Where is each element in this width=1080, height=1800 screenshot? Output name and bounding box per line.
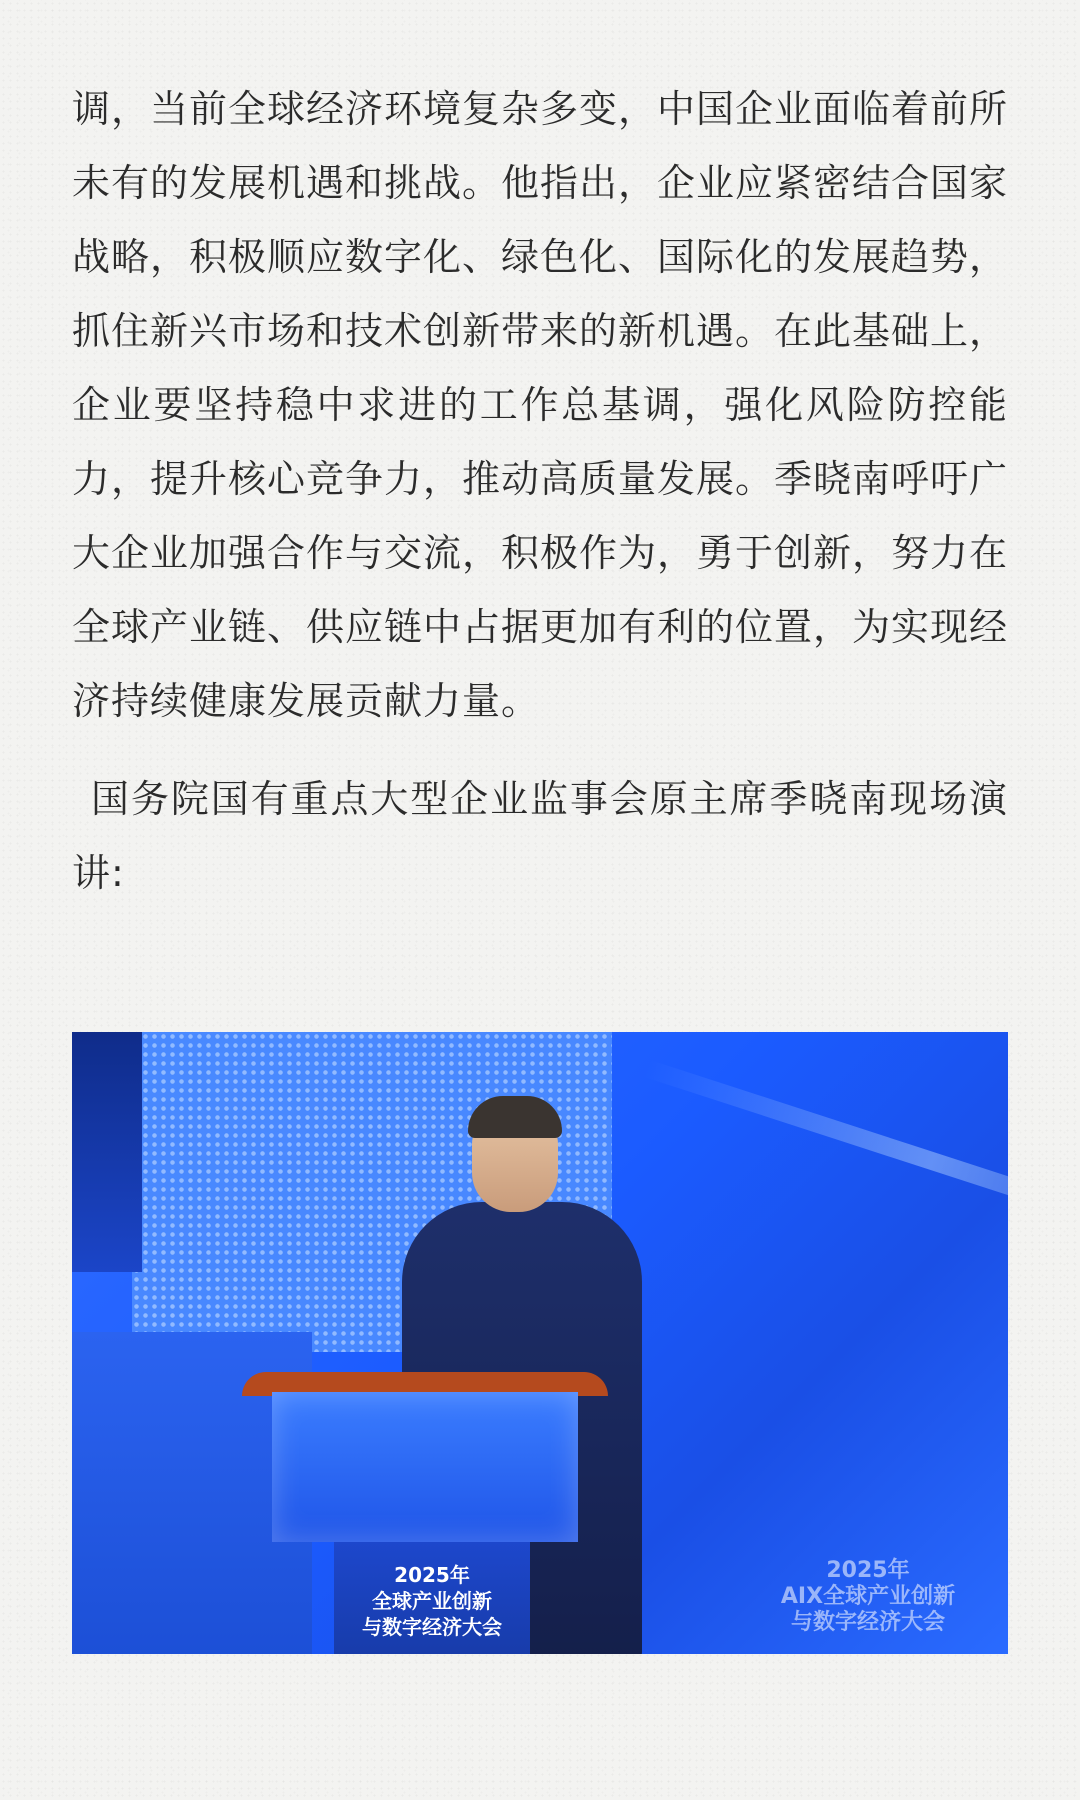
backdrop-logo-line: 与数字经济大会 <box>790 1610 945 1635</box>
podium-sign-line: 与数字经济大会 <box>362 1615 502 1639</box>
article-paragraph: 调，当前全球经济环境复杂多变，中国企业面临着前所未有的发展机遇和挑战。他指出，企业应紧密结合国家战略，积极顺应数字化、绿色化、国际化的发展趋势，抓住新兴市场和技术创新带来的新机遇。在此基础上，企业要坚持稳中求进的工作总基调，强化风险防控能力，提升核心竞争力，推动高质量发展。季晓南呼吁广大企业加强合作与交流，积极作为，勇于创新，努力在全球产业链、供应链中占据更加有利的位置，为实现经济持续健康发展贡献力量。 <box>72 87 1009 723</box>
stage-edge <box>72 1032 142 1272</box>
podium-stem <box>334 1542 530 1654</box>
podium-front <box>272 1392 578 1542</box>
backdrop-logo-line: 2025年 <box>826 1558 910 1583</box>
podium-sign-line: 全球产业创新 <box>372 1589 492 1613</box>
podium <box>272 1372 578 1654</box>
podium-sign-line: 2025年 <box>394 1563 470 1587</box>
backdrop-logo-line: AIX全球产业创新 <box>780 1584 956 1609</box>
backdrop-event-logo <box>758 1558 978 1636</box>
article-body <box>72 72 1008 910</box>
podium-sign <box>334 1562 530 1640</box>
light-beam <box>644 1060 1008 1263</box>
photo-caption: 国务院国有重点大型企业监事会原主席季晓南现场演讲: <box>72 777 1008 895</box>
speech-photo <box>72 1032 1008 1654</box>
speaker-hair <box>468 1096 562 1138</box>
light-beam <box>801 1032 1008 1076</box>
